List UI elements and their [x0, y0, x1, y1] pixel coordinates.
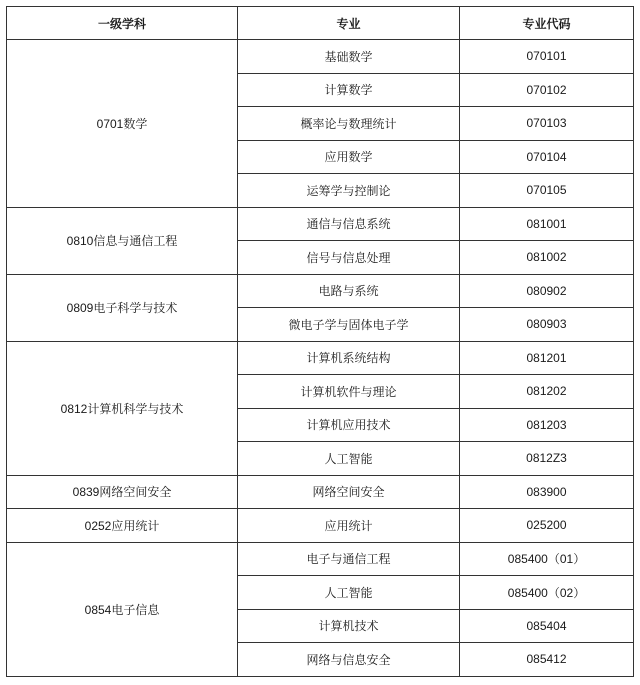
- major-cell: 计算数学: [238, 73, 460, 107]
- major-cell: 概率论与数理统计: [238, 107, 460, 141]
- header-code: 专业代码: [460, 7, 634, 40]
- code-cell: 085404: [460, 609, 634, 643]
- code-cell: 070101: [460, 40, 634, 74]
- table-row: [7, 475, 634, 509]
- discipline-cell: 0252应用统计: [7, 509, 238, 543]
- discipline-cell: 0809电子科学与技术: [7, 274, 238, 341]
- table-row: [7, 509, 634, 543]
- header-row: [7, 7, 634, 40]
- code-cell: 070105: [460, 174, 634, 208]
- major-cell: 通信与信息系统: [238, 207, 460, 241]
- major-cell: 应用数学: [238, 140, 460, 174]
- code-cell: 085400（02）: [460, 576, 634, 610]
- major-cell: 计算机应用技术: [238, 408, 460, 442]
- code-cell: 085400（01）: [460, 542, 634, 576]
- code-cell: 025200: [460, 509, 634, 543]
- discipline-cell: 0812计算机科学与技术: [7, 341, 238, 475]
- code-cell: 085412: [460, 643, 634, 677]
- major-cell: 网络与信息安全: [238, 643, 460, 677]
- code-cell: 081202: [460, 375, 634, 409]
- majors-table: [6, 6, 634, 677]
- table-row: [7, 40, 634, 74]
- table-row: [7, 207, 634, 241]
- code-cell: 070103: [460, 107, 634, 141]
- major-cell: 网络空间安全: [238, 475, 460, 509]
- major-cell: 人工智能: [238, 576, 460, 610]
- major-cell: 计算机技术: [238, 609, 460, 643]
- code-cell: 081002: [460, 241, 634, 275]
- code-cell: 083900: [460, 475, 634, 509]
- discipline-cell: 0839网络空间安全: [7, 475, 238, 509]
- major-cell: 电子与通信工程: [238, 542, 460, 576]
- code-cell: 080902: [460, 274, 634, 308]
- code-cell: 070104: [460, 140, 634, 174]
- code-cell: 081203: [460, 408, 634, 442]
- header-major: 专业: [238, 7, 460, 40]
- table-row: [7, 274, 634, 308]
- major-cell: 微电子学与固体电子学: [238, 308, 460, 342]
- code-cell: 080903: [460, 308, 634, 342]
- table-row: [7, 542, 634, 576]
- major-cell: 计算机系统结构: [238, 341, 460, 375]
- major-cell: 人工智能: [238, 442, 460, 476]
- code-cell: 081201: [460, 341, 634, 375]
- major-cell: 基础数学: [238, 40, 460, 74]
- major-cell: 电路与系统: [238, 274, 460, 308]
- table-row: [7, 341, 634, 375]
- major-cell: 应用统计: [238, 509, 460, 543]
- major-cell: 计算机软件与理论: [238, 375, 460, 409]
- code-cell: 081001: [460, 207, 634, 241]
- discipline-cell: 0810信息与通信工程: [7, 207, 238, 274]
- major-cell: 运筹学与控制论: [238, 174, 460, 208]
- header-discipline: 一级学科: [7, 7, 238, 40]
- code-cell: 0812Z3: [460, 442, 634, 476]
- major-cell: 信号与信息处理: [238, 241, 460, 275]
- code-cell: 070102: [460, 73, 634, 107]
- discipline-cell: 0854电子信息: [7, 542, 238, 676]
- discipline-cell: 0701数学: [7, 40, 238, 208]
